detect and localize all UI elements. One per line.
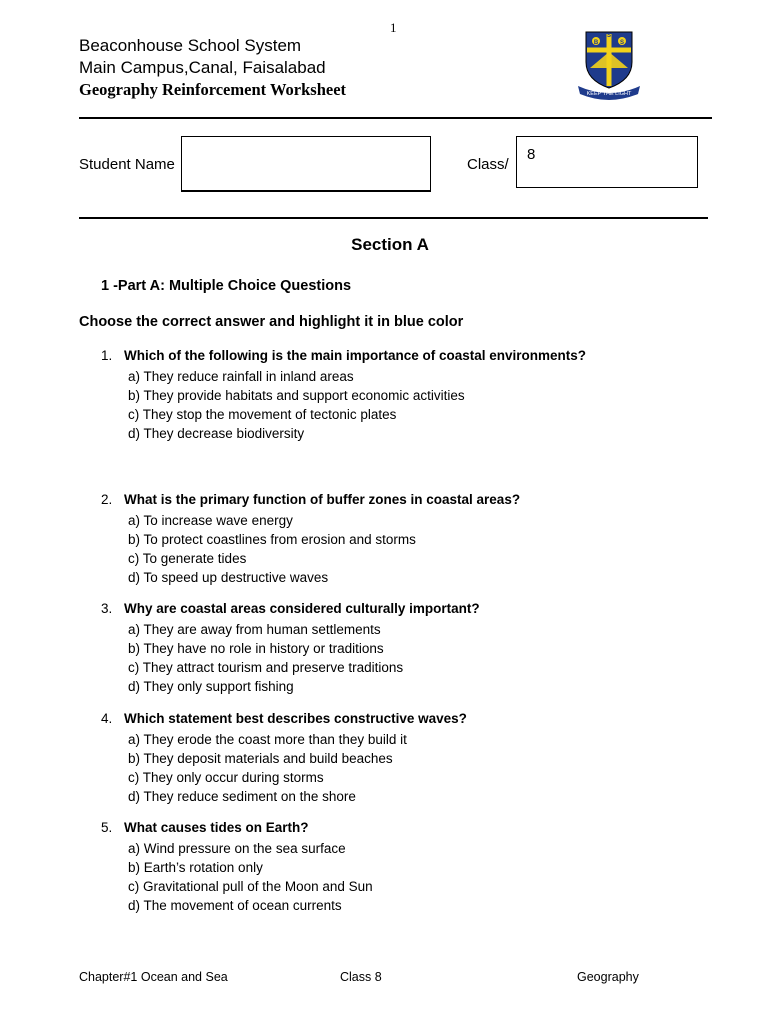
question-2 <box>101 492 520 587</box>
option-d[interactable]: d) To speed up destructive waves <box>128 570 329 585</box>
student-name-field[interactable] <box>181 136 431 192</box>
class-label: Class/ <box>467 156 509 173</box>
option-a[interactable]: a) They are away from human settlements <box>128 622 381 637</box>
question-5 <box>101 820 373 915</box>
question-number: 5. <box>101 820 113 835</box>
page-number: 1 <box>390 20 397 35</box>
form-divider <box>79 217 708 219</box>
option-b[interactable]: b) They deposit materials and build beaches <box>128 751 393 766</box>
student-name-label: Student Name <box>79 156 175 173</box>
option-b[interactable]: b) They have no role in history or traditions <box>128 641 384 656</box>
logo-motto: KEEP THE LIGHT <box>586 91 632 97</box>
question-number: 2. <box>101 492 113 507</box>
option-c[interactable]: c) They only occur during storms <box>128 770 324 785</box>
option-a[interactable]: a) Wind pressure on the sea surface <box>128 841 346 856</box>
option-b[interactable]: b) Earth’s rotation only <box>128 860 263 875</box>
part-title: 1 -Part A: Multiple Choice Questions <box>101 278 352 294</box>
option-d[interactable]: d) They decrease biodiversity <box>128 426 305 441</box>
question-text: Why are coastal areas considered culturally important? <box>124 601 480 616</box>
section-title: Section A <box>351 235 429 254</box>
instruction-text: Choose the correct answer and highlight it in blue color <box>79 314 464 330</box>
option-c[interactable]: c) To generate tides <box>128 551 247 566</box>
footer-chapter: Chapter#1 Ocean and Sea <box>79 970 228 984</box>
question-text: Which statement best describes constructive waves? <box>124 711 467 726</box>
question-number: 4. <box>101 711 113 726</box>
question-4 <box>101 711 467 806</box>
logo-letter-b: B <box>593 40 599 46</box>
worksheet-title: Geography Reinforcement Worksheet <box>79 80 347 99</box>
header-divider <box>79 117 712 119</box>
option-a[interactable]: a) They erode the coast more than they build it <box>128 732 407 747</box>
question-number: 1. <box>101 348 113 363</box>
option-c[interactable]: c) Gravitational pull of the Moon and Sun <box>128 879 373 894</box>
option-d[interactable]: d) The movement of ocean currents <box>128 898 342 913</box>
campus-address: Main Campus,Canal, Faisalabad <box>79 58 326 77</box>
school-name: Beaconhouse School System <box>79 36 302 55</box>
question-number: 3. <box>101 601 113 616</box>
footer-class: Class 8 <box>340 970 382 984</box>
school-logo <box>574 28 644 100</box>
option-c[interactable]: c) They attract tourism and preserve traditions <box>128 660 404 675</box>
option-d[interactable]: d) They reduce sediment on the shore <box>128 789 356 804</box>
option-b[interactable]: b) To protect coastlines from erosion and storms <box>128 532 416 547</box>
class-field[interactable] <box>516 136 698 188</box>
option-d[interactable]: d) They only support fishing <box>128 679 294 694</box>
option-a[interactable]: a) They reduce rainfall in inland areas <box>128 369 354 384</box>
class-value: 8 <box>527 146 536 163</box>
question-3 <box>101 601 480 696</box>
question-text: What is the primary function of buffer zones in coastal areas? <box>124 492 521 507</box>
option-c[interactable]: c) They stop the movement of tectonic plates <box>128 407 397 422</box>
question-text: Which of the following is the main importance of coastal environments? <box>124 348 587 363</box>
question-text: What causes tides on Earth? <box>124 820 309 835</box>
question-1 <box>101 348 586 443</box>
logo-letter-s2: S <box>619 40 625 46</box>
option-b[interactable]: b) They provide habitats and support economic activities <box>128 388 465 403</box>
logo-letter-s1: S <box>606 33 612 39</box>
footer-subject: Geography <box>577 970 639 984</box>
option-a[interactable]: a) To increase wave energy <box>128 513 293 528</box>
